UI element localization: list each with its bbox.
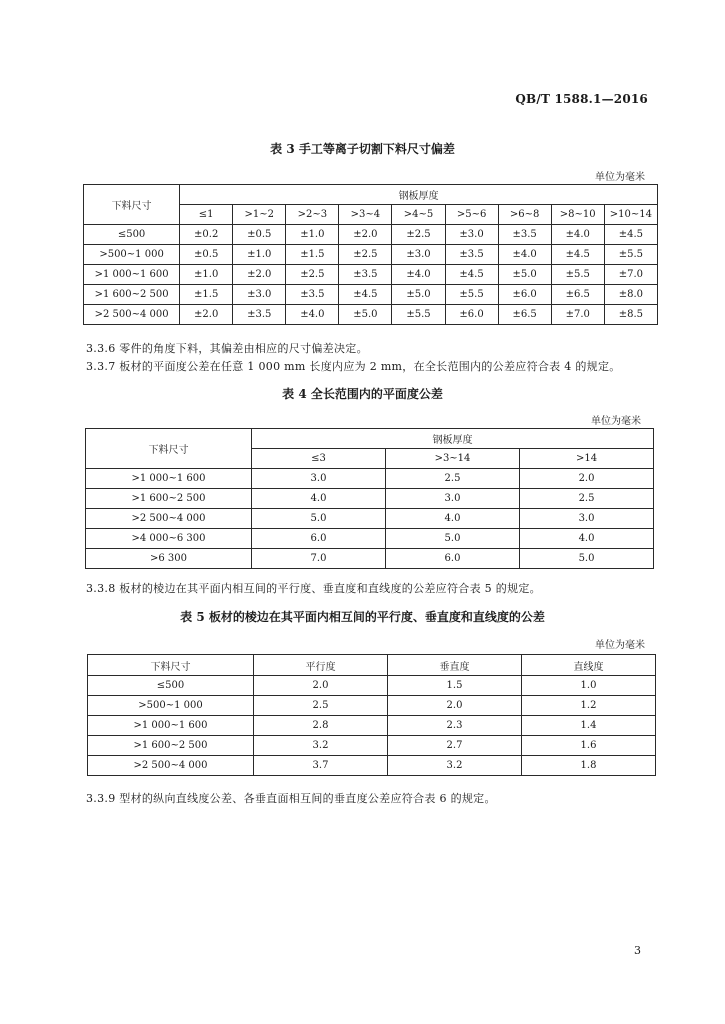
table5-size-cell: >1 000~1 600 xyxy=(88,716,254,736)
table3-cell: ±5.5 xyxy=(604,245,657,265)
table3-cell: ±3.0 xyxy=(392,245,445,265)
table3-thickness-col: >1~2 xyxy=(233,205,286,225)
table3-cell: ±4.0 xyxy=(286,305,339,325)
table-row xyxy=(86,469,654,489)
table5-header-straightness: 直线度 xyxy=(522,655,656,676)
table4-size-cell: >1 000~1 600 xyxy=(86,469,252,489)
table3-header-thickness: 钢板厚度 xyxy=(180,185,658,205)
table3-caption: 表 3 手工等离子切割下料尺寸偏差 xyxy=(270,142,455,156)
table3-cell: ±2.5 xyxy=(286,265,339,285)
table3-cell: ±2.0 xyxy=(180,305,233,325)
table4-cell: 4.0 xyxy=(252,489,386,509)
table3-cell: ±3.5 xyxy=(286,285,339,305)
table4-caption: 表 4 全长范围内的平面度公差 xyxy=(282,387,443,401)
table3-thickness-col: >10~14 xyxy=(604,205,657,225)
table3-cell: ±4.5 xyxy=(551,245,604,265)
table4-cell: 4.0 xyxy=(386,509,520,529)
table5-header-perpendicularity: 垂直度 xyxy=(388,655,522,676)
table3-size-cell: >2 500~4 000 xyxy=(84,305,180,325)
clause-3-3-6: 3.3.6 零件的角度下料，其偏差由相应的尺寸偏差决定。 xyxy=(86,342,368,355)
table5-header-parallelism: 平行度 xyxy=(254,655,388,676)
table3-header-size: 下料尺寸 xyxy=(84,185,180,225)
table4-header-size: 下料尺寸 xyxy=(86,429,252,469)
table3-thickness-col: >4~5 xyxy=(392,205,445,225)
table-row xyxy=(86,509,654,529)
table3-cell: ±5.5 xyxy=(392,305,445,325)
table5-cell: 2.0 xyxy=(388,696,522,716)
table3-cell: ±1.0 xyxy=(180,265,233,285)
table3-cell: ±3.0 xyxy=(233,285,286,305)
table5-cell: 1.4 xyxy=(522,716,656,736)
table4-cell: 5.0 xyxy=(252,509,386,529)
table3-cell: ±3.5 xyxy=(233,305,286,325)
table3-cell: ±1.5 xyxy=(286,245,339,265)
table5-cell: 2.7 xyxy=(388,736,522,756)
table3-cell: ±8.0 xyxy=(604,285,657,305)
table3-size-cell: >1 000~1 600 xyxy=(84,265,180,285)
table3-size-cell: >1 600~2 500 xyxy=(84,285,180,305)
table3-cell: ±5.5 xyxy=(551,265,604,285)
table3-cell: ±4.0 xyxy=(498,245,551,265)
table4-unit: 单位为毫米 xyxy=(591,416,641,427)
table5-cell: 1.8 xyxy=(522,756,656,776)
table3-unit: 单位为毫米 xyxy=(595,172,645,183)
table3-size-cell: >500~1 000 xyxy=(84,245,180,265)
table3-cell: ±5.0 xyxy=(392,285,445,305)
table3-cell: ±2.5 xyxy=(339,245,392,265)
table-row xyxy=(88,716,656,736)
table3-cell: ±8.5 xyxy=(604,305,657,325)
table5-cell: 2.0 xyxy=(254,676,388,696)
table3-cell: ±6.5 xyxy=(551,285,604,305)
table-row xyxy=(88,676,656,696)
table4-size-cell: >2 500~4 000 xyxy=(86,509,252,529)
table5-cell: 1.2 xyxy=(522,696,656,716)
table4-size-cell: >6 300 xyxy=(86,549,252,569)
table4-cell: 6.0 xyxy=(386,549,520,569)
table5-cell: 3.2 xyxy=(388,756,522,776)
table5-cell: 1.5 xyxy=(388,676,522,696)
page-number: 3 xyxy=(634,944,641,957)
table-row xyxy=(84,225,658,245)
table5-size-cell: >2 500~4 000 xyxy=(88,756,254,776)
table3-thickness-col: ≤1 xyxy=(180,205,233,225)
table4-cell: 3.0 xyxy=(520,509,654,529)
table3-cell: ±4.0 xyxy=(551,225,604,245)
table5-cell: 3.2 xyxy=(254,736,388,756)
table3-cell: ±3.5 xyxy=(339,265,392,285)
table4-cell: 2.5 xyxy=(386,469,520,489)
table3 xyxy=(83,184,658,325)
table-row xyxy=(84,285,658,305)
table3-cell: ±2.0 xyxy=(233,265,286,285)
table3-thickness-col: >6~8 xyxy=(498,205,551,225)
table4-size-cell: >4 000~6 300 xyxy=(86,529,252,549)
table4-thickness-col: ≤3 xyxy=(252,449,386,469)
table4-thickness-col: >14 xyxy=(520,449,654,469)
table5-unit: 单位为毫米 xyxy=(595,640,645,651)
table3-cell: ±6.0 xyxy=(445,305,498,325)
table4-cell: 6.0 xyxy=(252,529,386,549)
table3-cell: ±4.0 xyxy=(392,265,445,285)
table3-cell: ±2.0 xyxy=(339,225,392,245)
table-row xyxy=(86,549,654,569)
table3-cell: ±6.0 xyxy=(498,285,551,305)
table5-size-cell: ≤500 xyxy=(88,676,254,696)
clause-3-3-7: 3.3.7 板材的平面度公差在任意 1 000 mm 长度内应为 2 mm，在全长范围内的公差应符合表 4 的规定。 xyxy=(86,360,621,373)
table5-cell: 1.6 xyxy=(522,736,656,756)
table3-cell: ±4.5 xyxy=(604,225,657,245)
clause-3-3-8: 3.3.8 板材的棱边在其平面内相互间的平行度、垂直度和直线度的公差应符合表 5 的规定。 xyxy=(86,582,541,595)
table4-cell: 7.0 xyxy=(252,549,386,569)
table3-cell: ±0.5 xyxy=(180,245,233,265)
table3-cell: ±5.0 xyxy=(498,265,551,285)
table4-cell: 4.0 xyxy=(520,529,654,549)
table3-cell: ±4.5 xyxy=(339,285,392,305)
table-row xyxy=(88,756,656,776)
table4-cell: 5.0 xyxy=(386,529,520,549)
table3-cell: ±1.0 xyxy=(233,245,286,265)
table-row xyxy=(84,245,658,265)
table3-cell: ±5.5 xyxy=(445,285,498,305)
table3-cell: ±7.0 xyxy=(551,305,604,325)
table4-cell: 5.0 xyxy=(520,549,654,569)
table3-thickness-col: >3~4 xyxy=(339,205,392,225)
table5-size-cell: >500~1 000 xyxy=(88,696,254,716)
table4-cell: 3.0 xyxy=(252,469,386,489)
table3-thickness-col: >5~6 xyxy=(445,205,498,225)
table-row xyxy=(88,736,656,756)
table-row xyxy=(86,529,654,549)
table4-cell: 3.0 xyxy=(386,489,520,509)
table4-size-cell: >1 600~2 500 xyxy=(86,489,252,509)
table3-thickness-col: >2~3 xyxy=(286,205,339,225)
table4-header-thickness: 钢板厚度 xyxy=(252,429,654,449)
table4-thickness-col: >3~14 xyxy=(386,449,520,469)
table3-thickness-col: >8~10 xyxy=(551,205,604,225)
table3-cell: ±2.5 xyxy=(392,225,445,245)
table3-cell: ±1.0 xyxy=(286,225,339,245)
table4-cell: 2.5 xyxy=(520,489,654,509)
table3-cell: ±3.5 xyxy=(498,225,551,245)
table3-cell: ±3.0 xyxy=(445,225,498,245)
table-row xyxy=(86,489,654,509)
table-row xyxy=(84,265,658,285)
table5-caption: 表 5 板材的棱边在其平面内相互间的平行度、垂直度和直线度的公差 xyxy=(180,610,545,624)
table-row xyxy=(88,696,656,716)
table3-cell: ±3.5 xyxy=(445,245,498,265)
standard-code: QB/T 1588.1—2016 xyxy=(515,92,648,106)
table3-cell: ±7.0 xyxy=(604,265,657,285)
table3-cell: ±0.5 xyxy=(233,225,286,245)
table5-cell: 2.3 xyxy=(388,716,522,736)
table5-cell: 1.0 xyxy=(522,676,656,696)
table3-cell: ±4.5 xyxy=(445,265,498,285)
table5 xyxy=(87,654,656,776)
table4-cell: 2.0 xyxy=(520,469,654,489)
table5-cell: 2.8 xyxy=(254,716,388,736)
table5-header-size: 下料尺寸 xyxy=(88,655,254,676)
table5-cell: 2.5 xyxy=(254,696,388,716)
table5-size-cell: >1 600~2 500 xyxy=(88,736,254,756)
table3-cell: ±0.2 xyxy=(180,225,233,245)
table3-cell: ±1.5 xyxy=(180,285,233,305)
table3-cell: ±6.5 xyxy=(498,305,551,325)
table4 xyxy=(85,428,654,569)
table3-size-cell: ≤500 xyxy=(84,225,180,245)
table-row xyxy=(84,305,658,325)
clause-3-3-9: 3.3.9 型材的纵向直线度公差、各垂直面相互间的垂直度公差应符合表 6 的规定。 xyxy=(86,792,496,805)
table3-cell: ±5.0 xyxy=(339,305,392,325)
table5-cell: 3.7 xyxy=(254,756,388,776)
